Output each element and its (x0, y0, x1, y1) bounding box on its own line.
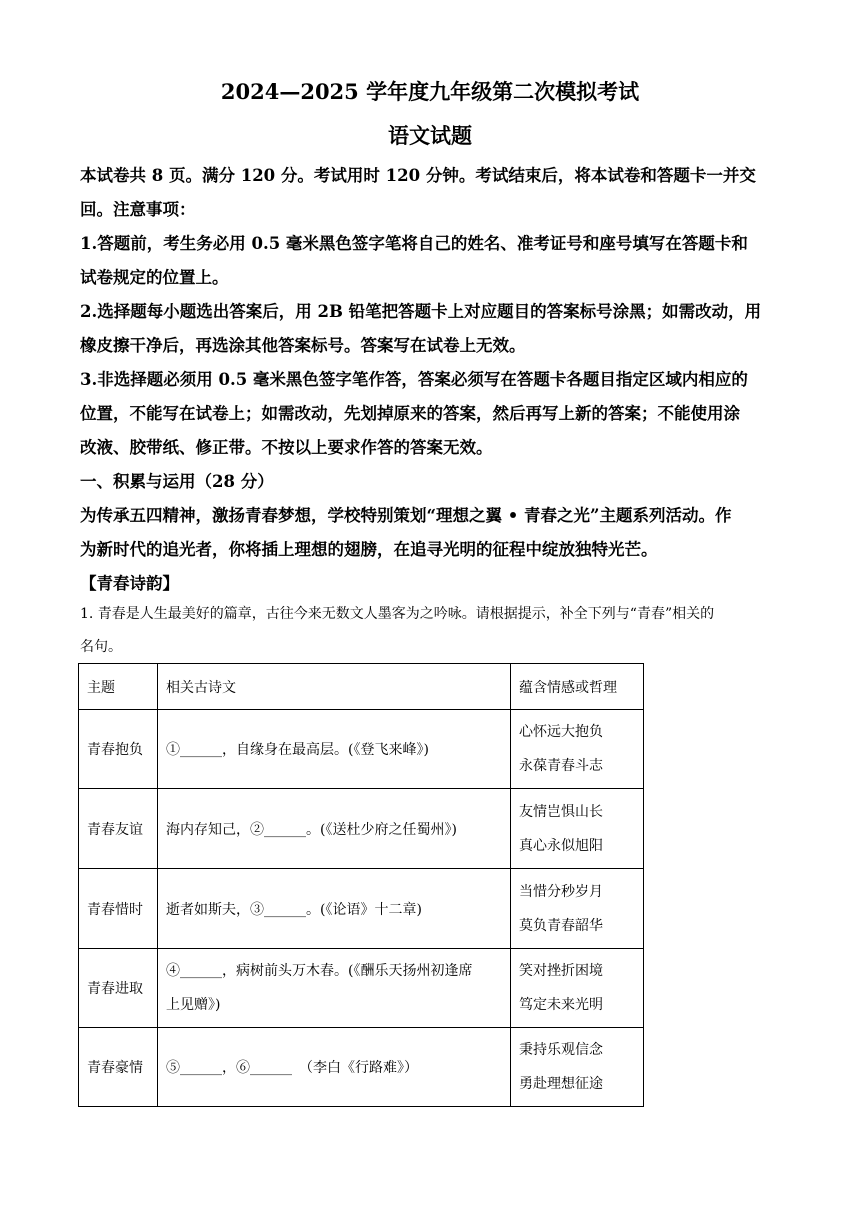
section-intro: 为传承五四精神，激扬青春梦想，学校特别策划“理想之翼 • 青春之光”主题系列活动。作 (80, 506, 732, 525)
table-row (79, 869, 644, 949)
feeling-line: 真心永似旭阳 (519, 837, 603, 854)
intro-line: 本试卷共 8 页。满分 120 分。考试用时 120 分钟。考试结束后，将本试卷和答题卡一并交 (80, 166, 756, 185)
feeling-line: 莫负青春韶华 (519, 917, 603, 934)
feeling-line: 友情岂惧山长 (519, 803, 603, 820)
feeling-cell (511, 789, 644, 869)
instruction-note-1: 1.答题前，考生务必用 0.5 毫米黑色签字笔将自己的姓名、准考证号和座号填写在答题卡和 (80, 234, 748, 253)
table-header-cell: 主题 (79, 664, 158, 710)
feeling-cell (511, 949, 644, 1028)
instruction-note-1: 试卷规定的位置上。 (80, 268, 229, 287)
table-header-cell: 相关古诗文 (158, 664, 511, 710)
theme-cell: 青春惜时 (79, 869, 158, 949)
section-heading: 一、积累与运用（28 分） (80, 472, 274, 491)
exam-subtitle: 语文试题 (388, 123, 472, 148)
question-1-text: 1. 青春是人生最美好的篇章，古往今来无数文人墨客为之吟咏。请根据提示，补全下列与“青春”相关的 (80, 606, 715, 622)
table-header-cell: 蕴含情感或哲理 (511, 664, 644, 710)
instruction-note-2: 橡皮擦干净后，再选涂其他答案标号。答案写在试卷上无效。 (80, 336, 526, 355)
poem-line: 海内存知己，②______。(《送杜少府之任蜀州》) (166, 821, 457, 838)
poem-line: ⑤______，⑥______ （李白《行路难》） (166, 1060, 418, 1076)
poem-line: 上见赠》) (166, 997, 221, 1013)
poem-cell (158, 710, 511, 789)
instruction-note-3: 3.非选择题必须用 0.5 毫米黑色签字笔作答，答案必须写在答题卡各题目指定区域内相应的 (80, 370, 748, 389)
poem-line: 逝者如斯夫，③______。(《论语》十二章) (166, 901, 422, 918)
feeling-line: 勇赴理想征途 (519, 1076, 603, 1092)
table-row (79, 710, 644, 789)
poem-cell (158, 789, 511, 869)
section-intro: 为新时代的追光者，你将插上理想的翅膀，在追寻光明的征程中绽放独特光芒。 (80, 540, 658, 559)
theme-cell: 青春豪情 (79, 1028, 158, 1107)
instruction-note-2: 2.选择题每小题选出答案后，用 2B 铅笔把答题卡上对应题目的答案标号涂黑；如需改动，用 (80, 302, 762, 321)
theme-cell: 青春友谊 (79, 789, 158, 869)
exam-title: 2024—2025 学年度九年级第二次模拟考试 (220, 79, 640, 104)
feeling-cell (511, 710, 644, 789)
feeling-line: 笃定未来光明 (519, 997, 603, 1013)
instruction-note-3: 改液、胶带纸、修正带。不按以上要求作答的答案无效。 (80, 438, 493, 457)
theme-cell: 青春进取 (79, 949, 158, 1028)
feeling-line: 笑对挫折困境 (519, 963, 603, 979)
feeling-line: 永葆青春斗志 (519, 758, 603, 774)
poetry-table (78, 663, 644, 1107)
table-header-row (79, 664, 644, 710)
table-row (79, 949, 644, 1028)
poem-cell (158, 1028, 511, 1107)
feeling-line: 心怀远大抱负 (519, 724, 603, 740)
poem-cell (158, 949, 511, 1028)
table-row (79, 789, 644, 869)
feeling-cell (511, 869, 644, 949)
feeling-line: 秉持乐观信念 (519, 1042, 603, 1058)
poem-cell (158, 869, 511, 949)
question-1-text: 名句。 (80, 639, 122, 655)
instruction-note-3: 位置，不能写在试卷上；如需改动，先划掉原来的答案，然后再写上新的答案；不能使用涂 (80, 404, 740, 423)
poem-line: ④______，病树前头万木春。(《酬乐天扬州初逢席 (166, 963, 473, 979)
table-row (79, 1028, 644, 1107)
poem-line: ①______，自缘身在最高层。(《登飞来峰》) (166, 742, 429, 758)
intro-line: 回。注意事项： (80, 200, 196, 219)
feeling-line: 当惜分秒岁月 (519, 883, 603, 900)
feeling-cell (511, 1028, 644, 1107)
theme-cell: 青春抱负 (79, 710, 158, 789)
subsection-heading: 【青春诗韵】 (80, 574, 179, 593)
